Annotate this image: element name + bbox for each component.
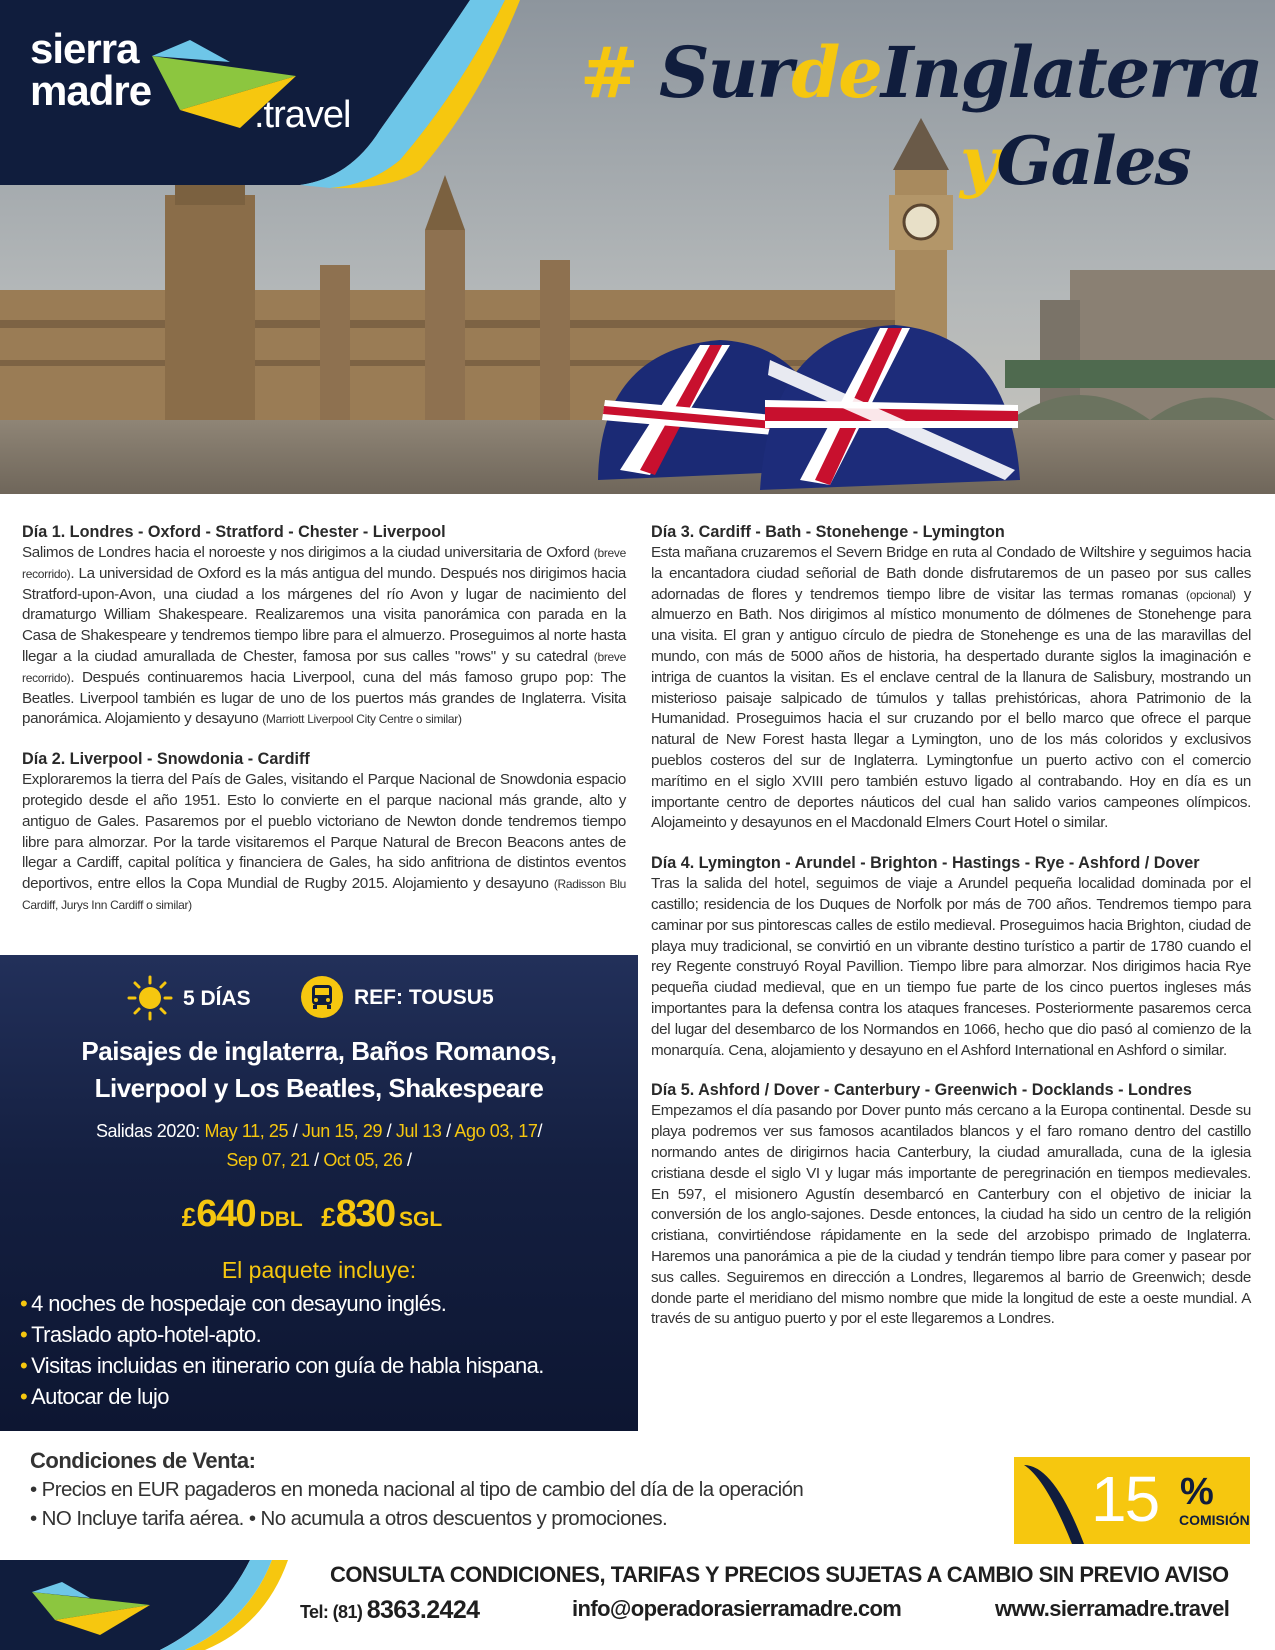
conditions-line-1: • Precios en EUR pagaderos en moneda nacional al tipo de cambio del día de la operación	[30, 1478, 804, 1501]
reference-label: REF: TOUSU5	[354, 985, 494, 1009]
itinerary-left-column	[22, 522, 626, 935]
price-dbl-label: DBL	[259, 1208, 303, 1231]
day-2-title: Día 2. Liverpool - Snowdonia - Cardiff	[22, 750, 310, 769]
day-1-title: Día 1. Londres - Oxford - Stratford - Chester - Liverpool	[22, 523, 446, 541]
date-sep: Sep 07, 21	[226, 1150, 310, 1170]
departures-label: Salidas 2020:	[95, 1121, 205, 1141]
logo-madre: madre	[30, 67, 152, 114]
departure-dates: Salidas 2020: May 11, 25 / Jun 15, 29 / Jul 13 / Ago 03, 17/ Sep 07, 21 / Oct 05, 26 /	[95, 1121, 543, 1170]
hashtag-symbol: #	[580, 31, 637, 114]
includes-list	[20, 1288, 544, 1412]
date-may: May 11, 25	[204, 1121, 289, 1141]
day-1-body: Salimos de Londres hacia el noroeste y nos dirigimos a la ciudad universitaria de Oxford (breve recorrido). La universidad de Oxford es la más antigua del mundo. Después nos dirigimos hacia Stratford-upon-Avon, una ciudad a los márgenes del río Avon y lugar de nacimiento del dramaturgo William Shakespeare. Realizaremos una visita panorámica con parada en la Casa de Shakespeare y tendremos tiempo libre para el almuerzo. Proseguimos al norte hasta llegar a la ciudad amurallada de Chester, famosa por sus calles "rows" y su catedral (breve recorrido). Después continuaremos hacia Liverpool, cuna del más famoso grupo pop: The Beatles. Liverpool también es lugar de uno de los puertos más grandes de Inglaterra. Visita panorámica. Alojamiento y desayuno (Marriott Liverpool City Centre o similar)	[22, 544, 626, 728]
hashtag-de: de	[791, 31, 881, 114]
package-panel	[0, 955, 638, 1431]
footer-email-link[interactable]: info@operadorasierramadre.com	[572, 1596, 902, 1621]
day-4-body: Tras la salida del hotel, seguimos de viaje a Arundel pequeña localidad dominada por el castillo; residencia de los Duques de Norfolk por más de 700 años. Tendremos tiempo para caminar por sus pintorescas calles de estilo medieval. Proseguimos hacia Brighton, ciudad de playa muy tradicional, se convirtió en un vibrante destino turístico a partir de 1780 cuando el rey Regente construyó Royal Pavillion. Tiempo libre para almorzar. Nos dirigimos hacia Rye pequeña ciudad medieval, que en un tiempo fue parte de los cinco puertos ingleses más importantes para la defensa contra los ataques franceses. Posteriormente pasaremos cerca del lugar del desembarco de los Normandos en 1066, hecho que dio pasó al comienzo de la monarquía. Cena, alojamiento y desayuno en el Ashford International en Ashford o similar.	[651, 875, 1251, 1059]
conditions-line-2: • NO Incluye tarifa aérea. • No acumula a otros descuentos y promociones.	[30, 1507, 668, 1530]
conditions-title: Condiciones de Venta:	[30, 1448, 256, 1473]
hashtag-title-line1	[580, 31, 1262, 114]
day-5-body: Empezamos el día pasando por Dover punto más cercano a la Europa continental. Desde su playa podremos ver sus famosos acantilados blancos y el faro romano dentro del castillo normando antes de dirigirnos hacia Canterbury, la ciudad amurallada, cuna de la iglesia cristiana desde el siglo VI y lugar más importante de peregrinación en tiempos medievales. En 597, el misionero Agustín desembarcó en Canterbury con el objetivo de iniciar la conversión de los anglo-sajones. Desde entonces, la ciudad ha sido un centro de la religión cristiana, convirtiéndose rápidamente en la sede del arzobispo primado de Inglaterra. Haremos una panorámica a pie de la ciudad y tendrán tiempo libre para comer y pasear por sus calles. Seguiremos en dirección a Londres, llegaremos al barrio de Greenwich; desde donde parte el meridiano del mismo nombre que mide la longitud de este a oeste mundial. A través de su antiguo puerto y por el este llegaremos a Londres.	[651, 1102, 1251, 1328]
list-item: • Visitas incluidas en itinerario con guía de habla hispana.	[20, 1353, 544, 1378]
list-item: • Autocar de lujo	[20, 1384, 169, 1409]
date-jul: Jul 13	[395, 1121, 442, 1141]
day-2-body: Exploraremos la tierra del País de Gales, visitando el Parque Nacional de Snowdonia espacio protegido desde el año 1951. Esto lo convierte en el parque nacional más grande, alto y antiguo de Gales. Pasaremos por el pueblo victoriano de Newton donde tendremos tiempo libre para almorzar. Por la tarde visitaremos el Parque Natural de Brecon Beacons antes de llegar a Cardiff, capital política y financiera de Gales, ha sido anfitriona de distintos eventos deportivos, entre ellos la Copa Mundial de Rugby 2015. Alojamiento y desayuno (Radisson Blu Cardiff, Jurys Inn Cardiff o similar)	[22, 771, 626, 912]
day-2	[22, 749, 626, 916]
day-4-title: Día 4. Lymington - Arundel - Brighton - Hastings - Rye - Ashford / Dover	[651, 854, 1200, 873]
hashtag-sur: Sur	[659, 31, 792, 114]
footer-website-link[interactable]: www.sierramadre.travel	[995, 1596, 1230, 1621]
day-4	[651, 853, 1251, 1061]
itinerary-right-column	[651, 522, 1251, 1349]
price-sgl-label: SGL	[399, 1208, 443, 1231]
duration-label: 5 DÍAS	[183, 986, 251, 1010]
hashtag-inglaterra: Inglaterra	[880, 31, 1262, 114]
reference-stat	[300, 975, 494, 1019]
hashtag-gales: Gales	[996, 122, 1190, 200]
date-ago: Ago 03, 17	[454, 1121, 538, 1141]
day-1	[22, 522, 626, 730]
day-3	[651, 522, 1251, 834]
package-title-line2: Liverpool y Los Beatles, Shakespeare	[94, 1073, 544, 1103]
package-title-line1: Paisajes de inglaterra, Baños Romanos,	[81, 1036, 557, 1066]
sale-conditions	[30, 1447, 990, 1533]
includes-title: El paquete incluye:	[221, 1257, 417, 1283]
commission-label: COMISIÓN	[1179, 1512, 1250, 1528]
footer-logo-panel	[0, 1560, 320, 1650]
day-3-body: Esta mañana cruzaremos el Severn Bridge en ruta al Condado de Wiltshire y seguimos hacia la encantadora ciudad señorial de Bath donde disfrutaremos de un paseo por sus calles adornadas de flores y tendremos tiempo libre de visitar las termas romanas (opcional) y almuerzo en Bath. Nos dirigimos al místico monumento de dólmenes de Stonehenge para una visita. El gran y antiguo círculo de piedra de Stonehenge es una de las maravillas del mundo, con más de 5000 años de historia, ha despertado durante siglos la imaginación e intriga de cuantos la visitan. Es el enclave central de la llanura de Salisbury, mostrando un misterioso paisaje salpicado de túmulos y tallas prehistóricas, ahora Patrimonio de la Humanidad. Proseguimos hacia el sur cruzando por el bello marco que ofrece el parque natural de New Forest hasta llegar a Lymington, uno de los más coloridos y exclusivos pueblos costeros del sur de Inglaterra. Lymingtonfue un puerto activo con el comercio marítimo en el siglo XVIII pero también estuvo ligado al contrabando. Hoy en día es un importante centro de deportes náuticos del cual han salido varios campeones olímpicos. Alojameinto y desayunos en el Macdonald Elmers Court Hotel o similar.	[651, 544, 1251, 832]
bus-icon	[300, 975, 344, 1019]
hashtag-title-line2	[960, 122, 1190, 200]
list-item: • Traslado apto-hotel-apto.	[20, 1322, 262, 1347]
duration-stat	[127, 975, 251, 1021]
hashtag-y: y	[960, 122, 997, 200]
commission-value: 15	[1091, 1463, 1159, 1535]
hero-banner	[0, 0, 1275, 494]
price-dbl: 640	[196, 1193, 256, 1235]
day-5	[651, 1080, 1251, 1330]
footer-phone[interactable]: Tel: (81) 8363.2424	[300, 1596, 480, 1624]
date-jun: Jun 15, 29	[301, 1121, 383, 1141]
day-5-title: Día 5. Ashford / Dover - Canterbury - Greenwich - Docklands - Londres	[651, 1081, 1192, 1100]
day-3-title: Día 3. Cardiff - Bath - Stonehenge - Lymington	[651, 523, 1005, 541]
commission-percent: %	[1180, 1471, 1214, 1513]
list-item: • 4 noches de hospedaje con desayuno inglés.	[20, 1291, 447, 1316]
package-title	[0, 1033, 638, 1107]
date-oct: Oct 05, 26	[323, 1150, 403, 1170]
price-sgl: 830	[335, 1193, 395, 1235]
footer-disclaimer: CONSULTA CONDICIONES, TARIFAS Y PRECIOS SUJETAS A CAMBIO SIN PREVIO AVISO	[330, 1562, 1229, 1587]
prices: £640 DBL £830 SGL	[181, 1193, 443, 1235]
logo-sierra: sierra	[30, 25, 139, 72]
logo-travel: .travel	[254, 94, 351, 136]
sun-icon	[127, 975, 173, 1021]
commission-badge	[1014, 1457, 1250, 1544]
